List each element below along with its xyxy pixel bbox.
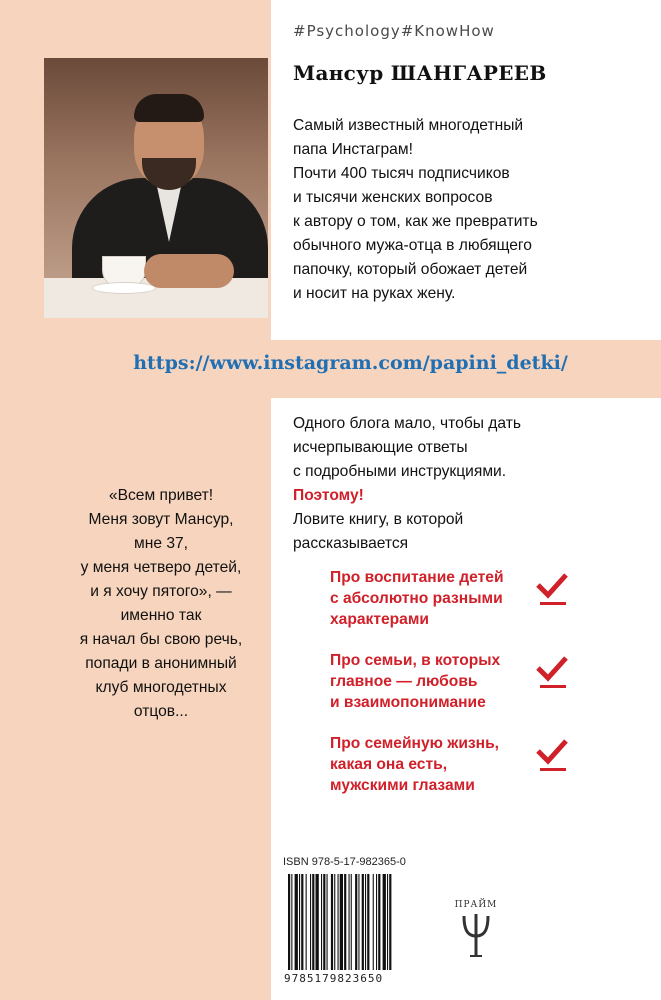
intro-line: с подробными инструкциями. (293, 463, 507, 480)
bio-line: Самый известный многодетный (293, 117, 524, 134)
topic-line: характерами (330, 611, 429, 628)
topic-line: Про воспитание детей (330, 569, 504, 586)
quote-line: мне 37, (133, 535, 188, 552)
bio-line: Почти 400 тысяч подписчиков (293, 165, 510, 182)
intro-line: Ловите книгу, в которой (293, 511, 464, 528)
topic-item (330, 650, 630, 713)
author-photo (44, 58, 268, 318)
quote-line: попади в анонимный (85, 655, 237, 672)
quote-line: я начал бы свою речь, (79, 631, 243, 648)
intro-line: исчерпывающие ответы (293, 439, 468, 456)
topic-line: мужскими глазами (330, 777, 475, 794)
bio-line: обычного мужа-отца в любящего (293, 237, 532, 254)
author-name: Мансур ШАНГАРЕЕВ (293, 61, 547, 85)
topic-item (330, 733, 630, 796)
topic-line: с абсолютно разными (330, 590, 503, 607)
bio-line: к автору о том, как же превратить (293, 213, 538, 230)
quote-line: у меня четверо детей, (80, 559, 242, 576)
intro-line: рассказывается (293, 535, 409, 552)
checkmark-icon (536, 571, 568, 607)
author-bio (293, 114, 653, 306)
bio-line: и тысячи женских вопросов (293, 189, 493, 206)
publisher-name: ПРАЙМ (454, 900, 498, 910)
topic-line: Про семейную жизнь, (330, 735, 499, 752)
bio-line: папочку, который обожает детей (293, 261, 528, 278)
barcode-icon (284, 872, 426, 972)
author-quote (56, 484, 266, 724)
barcode-number: 9785179823650 (284, 972, 384, 985)
instagram-url: https://www.instagram.com/papini_detki/ (133, 352, 568, 374)
quote-line: клуб многодетных (95, 679, 227, 696)
isbn-label: ISBN 978-5-17-982365-0 (283, 856, 406, 868)
quote-line: Меня зовут Мансур, (88, 511, 234, 528)
publisher-logo (446, 900, 506, 958)
bio-line: и носит на руках жену. (293, 285, 456, 302)
hashtag-line: #Psychology#KnowHow (293, 22, 495, 40)
checkmark-icon (536, 654, 568, 690)
topic-item (330, 567, 630, 630)
intro-highlight: Поэтому! (293, 487, 364, 504)
intro-line: Одного блога мало, чтобы дать (293, 415, 521, 432)
quote-line: и я хочу пятого», — (90, 583, 232, 600)
topic-line: Про семьи, в которых (330, 652, 501, 669)
topic-line: и взаимопонимание (330, 694, 486, 711)
quote-line: именно так (120, 607, 202, 624)
topic-line: какая она есть, (330, 756, 448, 773)
quote-line: «Всем привет! (108, 487, 214, 504)
checkmark-icon (536, 737, 568, 773)
quote-line: отцов... (133, 703, 189, 720)
psi-icon (461, 912, 491, 958)
book-intro (293, 412, 653, 556)
bio-line: папа Инстаграм! (293, 141, 413, 158)
topic-line: главное — любовь (330, 673, 478, 690)
